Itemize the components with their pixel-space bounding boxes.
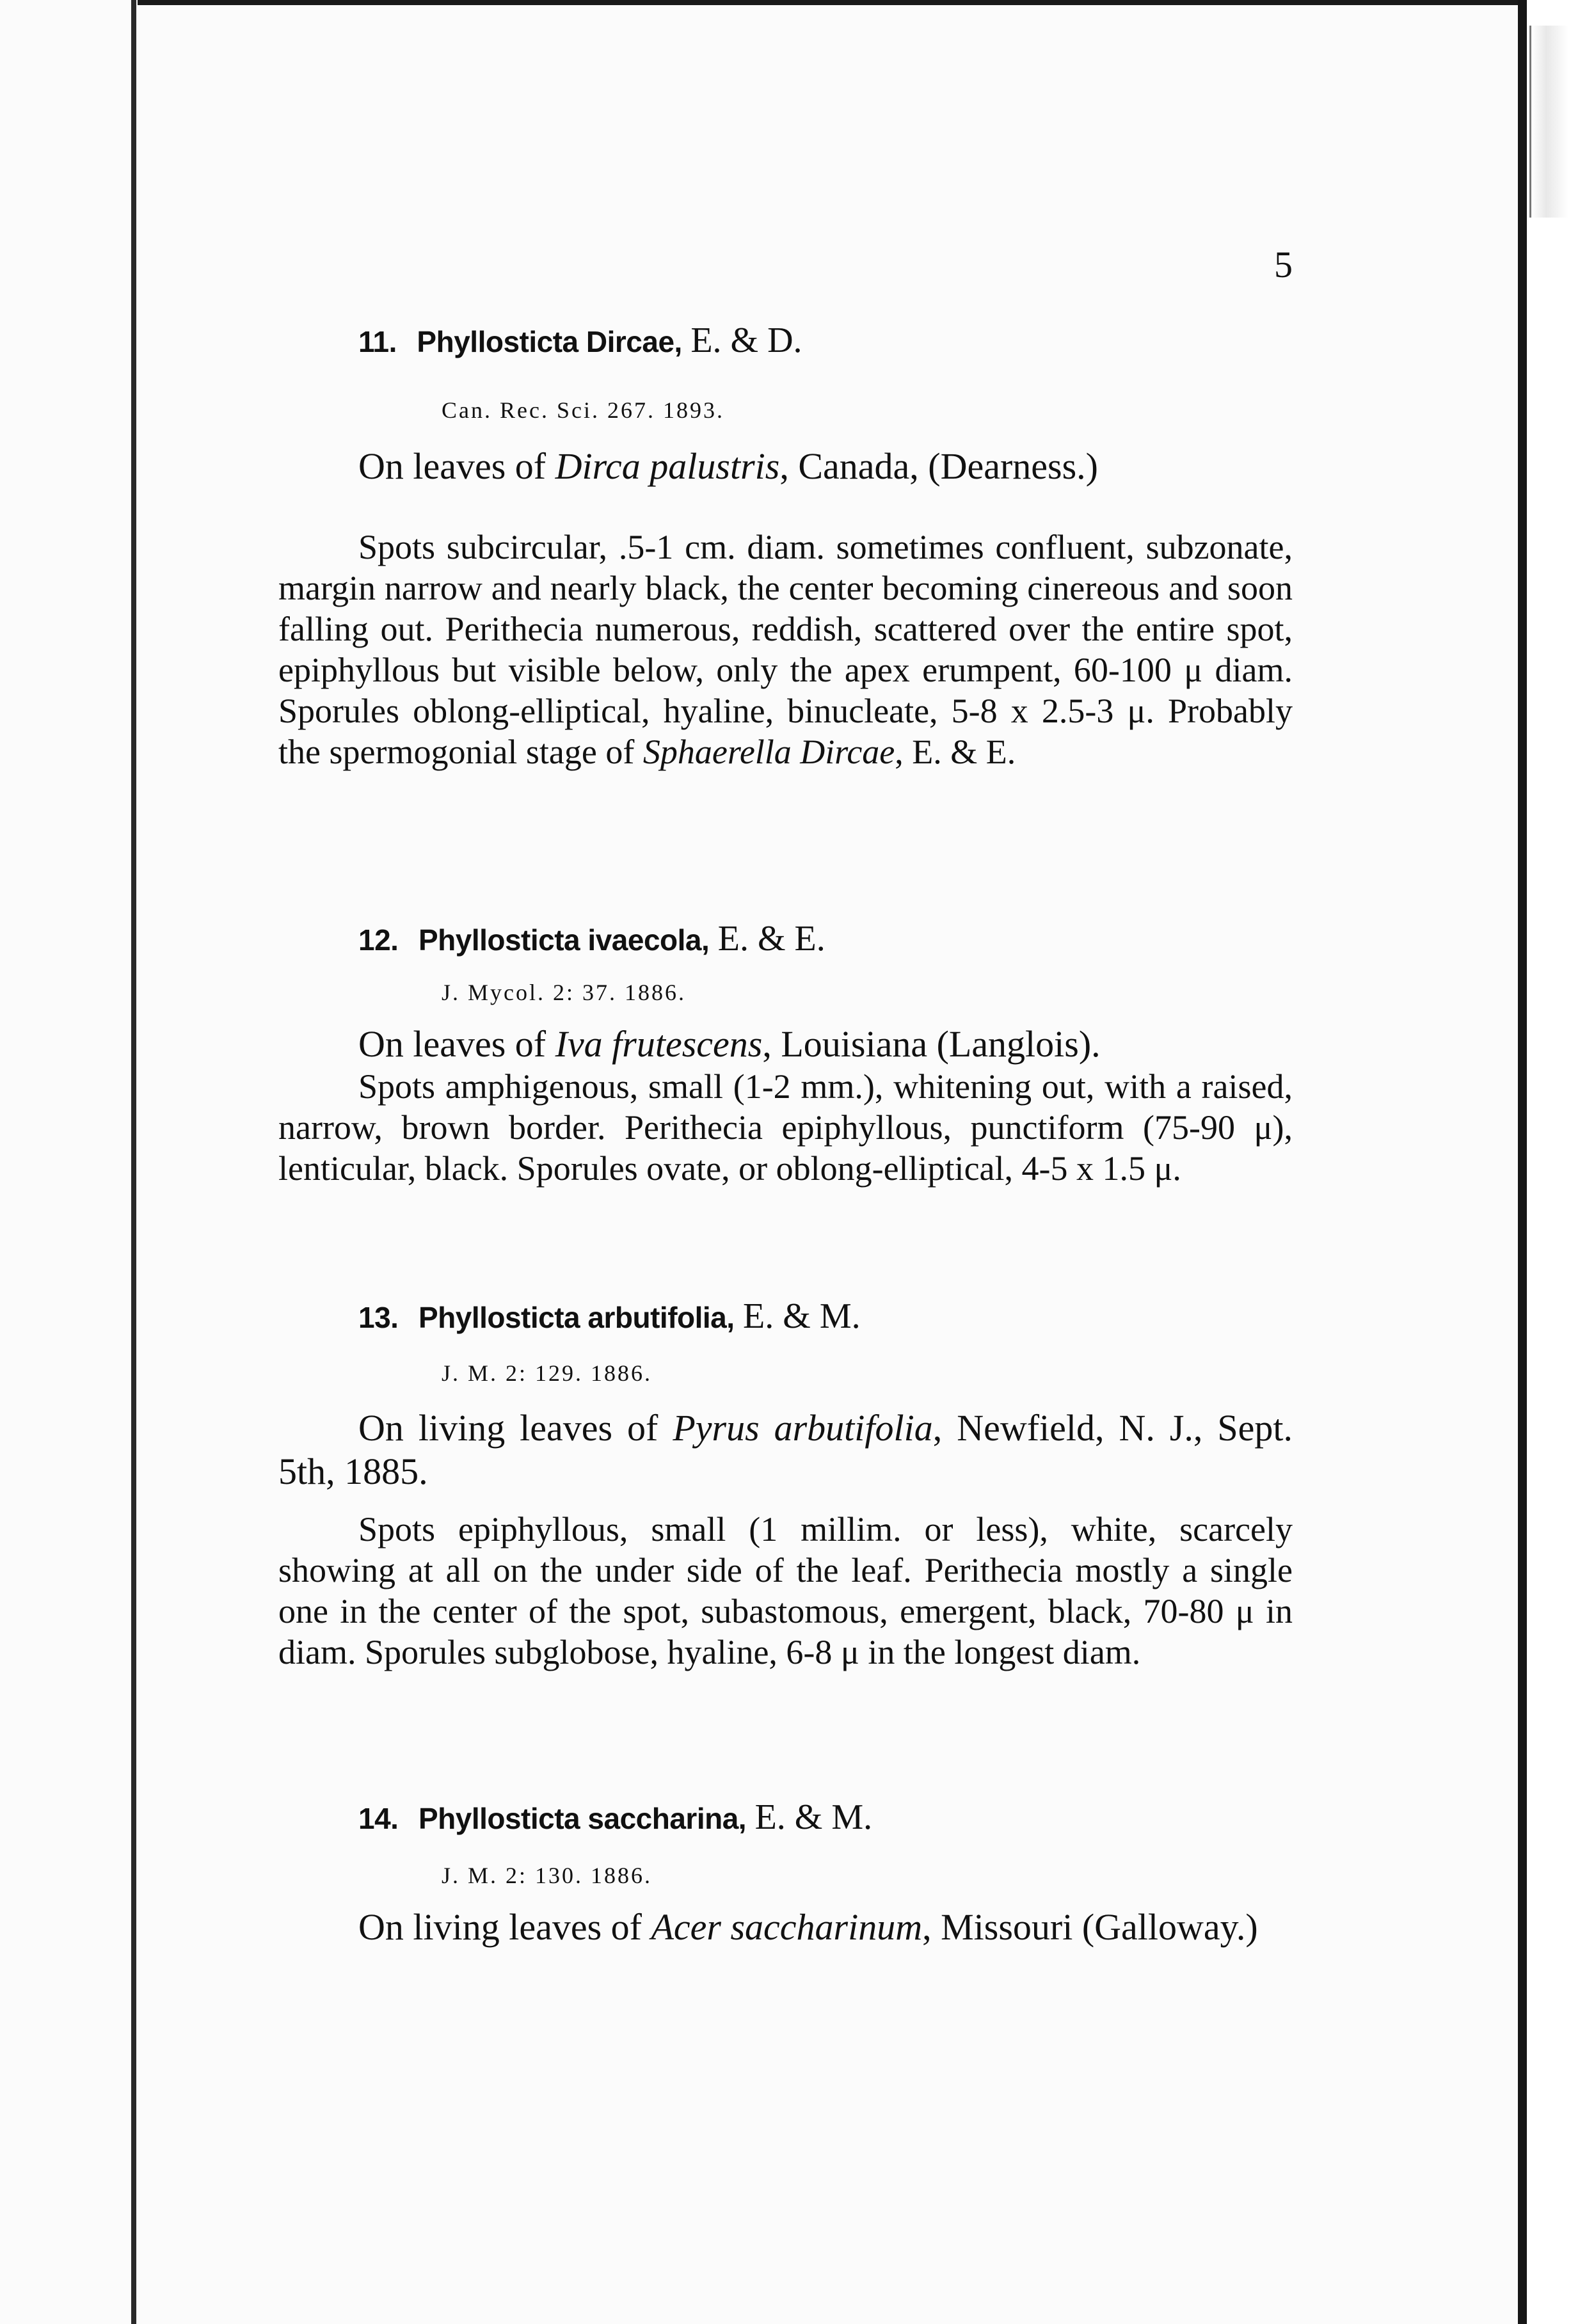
entry-heading [358, 1797, 872, 1838]
page-left-edge [131, 0, 136, 2324]
page-top-edge [138, 0, 1533, 5]
description [278, 527, 1293, 772]
species-name: Phyllosticta ivaecola, [418, 923, 710, 957]
description-end: , E. & E. [895, 733, 1016, 771]
host-suffix: , Missouri (Galloway.) [922, 1906, 1258, 1948]
entry-number: 11. [358, 325, 397, 358]
entry-number: 13. [358, 1301, 399, 1334]
description: Spots epiphyllous, small (1 millim. or less), white, scarcely showing at all on the under side of the leaf. Perithecia mostly a single one in the center of the spot, subastomous, emergent, black, 70-80 μ in diam. Sporules subglobose, hyaline, 6-8 μ in the longest diam. [278, 1510, 1293, 1671]
citation: J. M. 2: 130. 1886. [442, 1863, 653, 1888]
host-name: Pyrus arbutifolia [673, 1407, 933, 1449]
page-number: 5 [1274, 244, 1293, 285]
host-suffix: , Newfield, N. J., Sept. 5th, 1885. [278, 1407, 1293, 1492]
binding-scan-mark [1529, 26, 1568, 218]
host-prefix: On leaves of [358, 1023, 555, 1065]
authority: E. & E. [717, 919, 825, 959]
description-text: Spots subcircular, .5-1 cm. diam. sometimes confluent, subzonate, margin narrow and nearly black, the center becoming cinereous and soon falling out. Perithecia numerous, reddish, scattered over the entire spot, epiphyllous but visible below, only the apex erumpent, 60-100 μ diam. Sporules oblong-elliptical, hyaline, binucleate, 5-8 x 2.5-3 μ. Probably the spermogonial stage of [278, 528, 1293, 771]
species-name: Phyllosticta saccharina, [418, 1802, 747, 1835]
authority: E. & M. [754, 1797, 873, 1837]
host-prefix: On leaves of [358, 445, 555, 487]
entry-number: 12. [358, 923, 399, 957]
page-right-margin [1518, 0, 1587, 2324]
citation: Can. Rec. Sci. 267. 1893. [442, 397, 724, 423]
host-suffix: , Louisiana (Langlois). [762, 1023, 1101, 1065]
host-line [358, 445, 1293, 488]
description-italic: Sphaerella Dircae [642, 733, 895, 771]
host-prefix: On living leaves of [358, 1407, 673, 1449]
citation: J. M. 2: 129. 1886. [442, 1360, 653, 1386]
host-line [278, 1406, 1293, 1493]
entry-heading [358, 918, 825, 959]
host-line [278, 1906, 1293, 1949]
description: Spots amphigenous, small (1-2 mm.), whitening out, with a raised, narrow, brown border. Perithecia epiphyllous, punctiform (75-90 μ), lenticular, black. Sporules ovate, or oblong-elliptical, 4-5 x 1.5 μ. [278, 1067, 1293, 1188]
authority: E. & D. [690, 321, 802, 360]
host-line [358, 1023, 1293, 1066]
authority: E. & M. [743, 1296, 861, 1336]
host-suffix: , Canada, (Dearness.) [779, 445, 1098, 487]
species-name: Phyllosticta arbutifolia, [418, 1301, 735, 1334]
page-right-edge [1518, 0, 1527, 2324]
host-name: Dirca palustris [555, 445, 780, 487]
entry-number: 14. [358, 1802, 399, 1835]
host-prefix: On living leaves of [358, 1906, 651, 1948]
species-name: Phyllosticta Dircae, [417, 325, 682, 358]
host-name: Iva frutescens [555, 1023, 763, 1065]
entry-heading [358, 320, 802, 361]
citation: J. Mycol. 2: 37. 1886. [442, 980, 687, 1005]
host-name: Acer saccharinum [651, 1906, 923, 1948]
entry-heading [358, 1296, 861, 1337]
